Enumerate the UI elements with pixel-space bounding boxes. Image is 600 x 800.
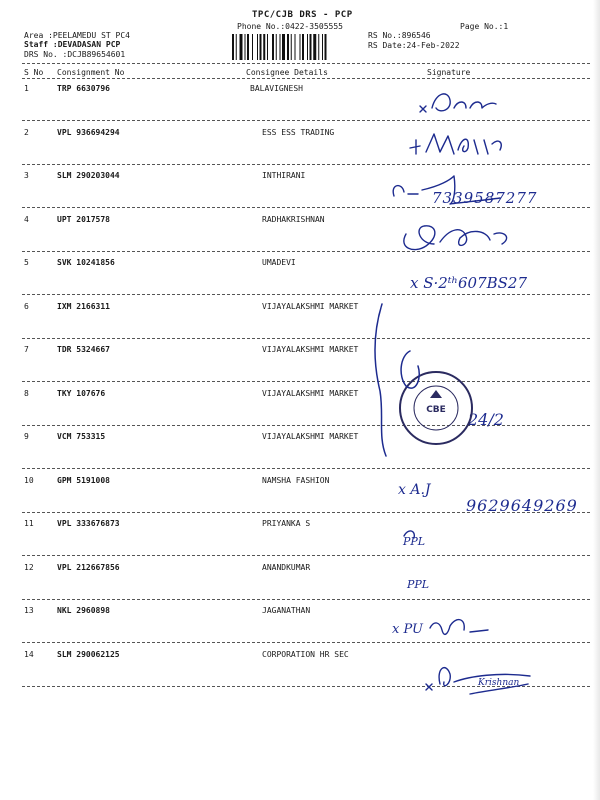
- row-consignee-name: ANANDKUMAR: [262, 563, 311, 572]
- row-divider: [22, 599, 590, 600]
- barcode-bar: [257, 34, 258, 60]
- handwritten-name-row14: Krishnan: [478, 678, 520, 688]
- row-serial-number: 3: [24, 171, 29, 180]
- handwritten-note-row13: x PU: [392, 622, 423, 637]
- signature-scribble: [370, 608, 590, 656]
- signature-scribble: [370, 216, 590, 264]
- barcode-bar: [291, 34, 292, 60]
- header-divider-bottom: [22, 78, 590, 79]
- row-consignment-number: SVK 10241856: [57, 258, 115, 267]
- handwritten-note-row12: PPL: [407, 578, 430, 591]
- document-title: TPC/CJB DRS - PCP: [252, 10, 353, 20]
- col-header-signature: Signature: [427, 68, 471, 77]
- barcode-bar: [300, 34, 301, 60]
- handwritten-note-row11: PPL: [403, 535, 426, 548]
- barcode-bar: [313, 34, 316, 60]
- row-consignee-name: VIJAYALAKSHMI MARKET: [262, 345, 359, 354]
- row-consignee-name: VIJAYALAKSHMI MARKET: [262, 302, 359, 311]
- barcode-bar: [325, 34, 327, 60]
- barcode-bar: [282, 34, 285, 60]
- barcode-bar: [280, 34, 281, 60]
- barcode-bar: [232, 34, 234, 60]
- row-serial-number: 4: [24, 215, 29, 224]
- barcode-bar: [322, 34, 323, 60]
- barcode-bar: [276, 34, 277, 60]
- barcode-bar: [307, 34, 308, 60]
- row-consignment-number: TDR 5324667: [57, 345, 110, 354]
- barcode-bar: [302, 34, 304, 60]
- row-divider: [22, 294, 590, 295]
- row-consignment-number: VPL 936694294: [57, 128, 120, 137]
- col-header-consignee: Consignee Details: [246, 68, 328, 77]
- row-consignment-number: NKL 2960898: [57, 606, 110, 615]
- row-serial-number: 12: [24, 563, 34, 572]
- barcode-bar: [295, 34, 296, 60]
- row-serial-number: 1: [24, 84, 29, 93]
- row-serial-number: 14: [24, 650, 34, 659]
- row-consignee-name: NAMSHA FASHION: [262, 476, 330, 485]
- handwritten-phone-row3: 7339587277: [432, 189, 538, 207]
- row-consignee-name: ESS ESS TRADING: [262, 128, 335, 137]
- barcode-bar: [272, 34, 274, 60]
- rs-date: RS Date:24-Feb-2022: [368, 41, 460, 50]
- row-serial-number: 13: [24, 606, 34, 615]
- row-consignment-number: IXM 2166311: [57, 302, 110, 311]
- row-serial-number: 5: [24, 258, 29, 267]
- row-divider: [22, 338, 590, 339]
- row-consignee-name: RADHAKRISHNAN: [262, 215, 325, 224]
- row-consignee-name: PRIYANKA S: [262, 519, 311, 528]
- row-consignment-number: TRP 6630796: [57, 84, 110, 93]
- row-consignment-number: SLM 290062125: [57, 650, 120, 659]
- barcode-bar: [310, 34, 312, 60]
- row-consignment-number: GPM 5191008: [57, 476, 110, 485]
- row-consignment-number: SLM 290203044: [57, 171, 120, 180]
- barcode-bar: [252, 34, 253, 60]
- barcode-bar: [247, 34, 249, 60]
- row-serial-number: 11: [24, 519, 34, 528]
- barcode: [232, 34, 362, 60]
- row-consignment-number: UPT 2017578: [57, 215, 110, 224]
- barcode-bar: [236, 34, 237, 60]
- row-consignee-name: JAGANATHAN: [262, 606, 311, 615]
- barcode-bar: [240, 34, 243, 60]
- barcode-bar: [263, 34, 265, 60]
- barcode-bar: [287, 34, 289, 60]
- row-divider: [22, 425, 590, 426]
- row-consignment-number: TKY 107676: [57, 389, 106, 398]
- row-consignee-name: VIJAYALAKSHMI MARKET: [262, 389, 359, 398]
- row-consignee-name: BALAVIGNESH: [250, 84, 303, 93]
- staff-label: Staff :DEVADASAN PCP: [24, 40, 121, 49]
- barcode-bar: [260, 34, 262, 60]
- drs-number: DRS No. :DCJB89654601: [24, 50, 126, 59]
- bracket-scrawl: [370, 296, 490, 466]
- row-divider: [22, 381, 590, 382]
- row-consignment-number: VPL 333676873: [57, 519, 120, 528]
- barcode-bar: [245, 34, 246, 60]
- signature-scribble: [370, 86, 590, 134]
- barcode-bar: [267, 34, 268, 60]
- handwritten-date-note: 24/2: [468, 410, 504, 429]
- area-label: Area :PEELAMEDU ST PC4: [24, 31, 130, 40]
- row-serial-number: 8: [24, 389, 29, 398]
- signature-scribble: [370, 172, 590, 220]
- row-consignee-name: UMADEVI: [262, 258, 296, 267]
- row-serial-number: 10: [24, 476, 34, 485]
- header-divider-top: [22, 63, 590, 64]
- col-header-consignment: Consignment No: [57, 68, 125, 77]
- row-consignment-number: VCM 753315: [57, 432, 106, 441]
- row-serial-number: 7: [24, 345, 29, 354]
- row-consignee-name: INTHIRANI: [262, 171, 306, 180]
- stamp-center-text: CBE: [426, 405, 446, 415]
- rs-number: RS No.:896546: [368, 31, 431, 40]
- page-number: Page No.:1: [460, 22, 509, 31]
- row-consignee-name: VIJAYALAKSHMI MARKET: [262, 432, 359, 441]
- signature-scribble: [370, 654, 590, 702]
- row-consignment-number: VPL 212667856: [57, 563, 120, 572]
- signature-scribble: [370, 520, 590, 568]
- handwritten-note-row5: x S·2ᵗʰ607BS27: [410, 274, 528, 292]
- scan-edge-shadow: [593, 0, 600, 800]
- signature-scribble: [370, 128, 590, 176]
- handwritten-initials-row10: x A.J: [398, 482, 431, 498]
- col-header-sno: S No: [24, 68, 44, 77]
- row-divider: [22, 468, 590, 469]
- phone-number: Phone No.:0422-3505555: [237, 22, 343, 31]
- row-consignee-name: CORPORATION HR SEC: [262, 650, 349, 659]
- handwritten-phone-row10: 9629649269: [466, 496, 578, 515]
- row-serial-number: 6: [24, 302, 29, 311]
- row-serial-number: 2: [24, 128, 29, 137]
- barcode-bar: [318, 34, 319, 60]
- row-serial-number: 9: [24, 432, 29, 441]
